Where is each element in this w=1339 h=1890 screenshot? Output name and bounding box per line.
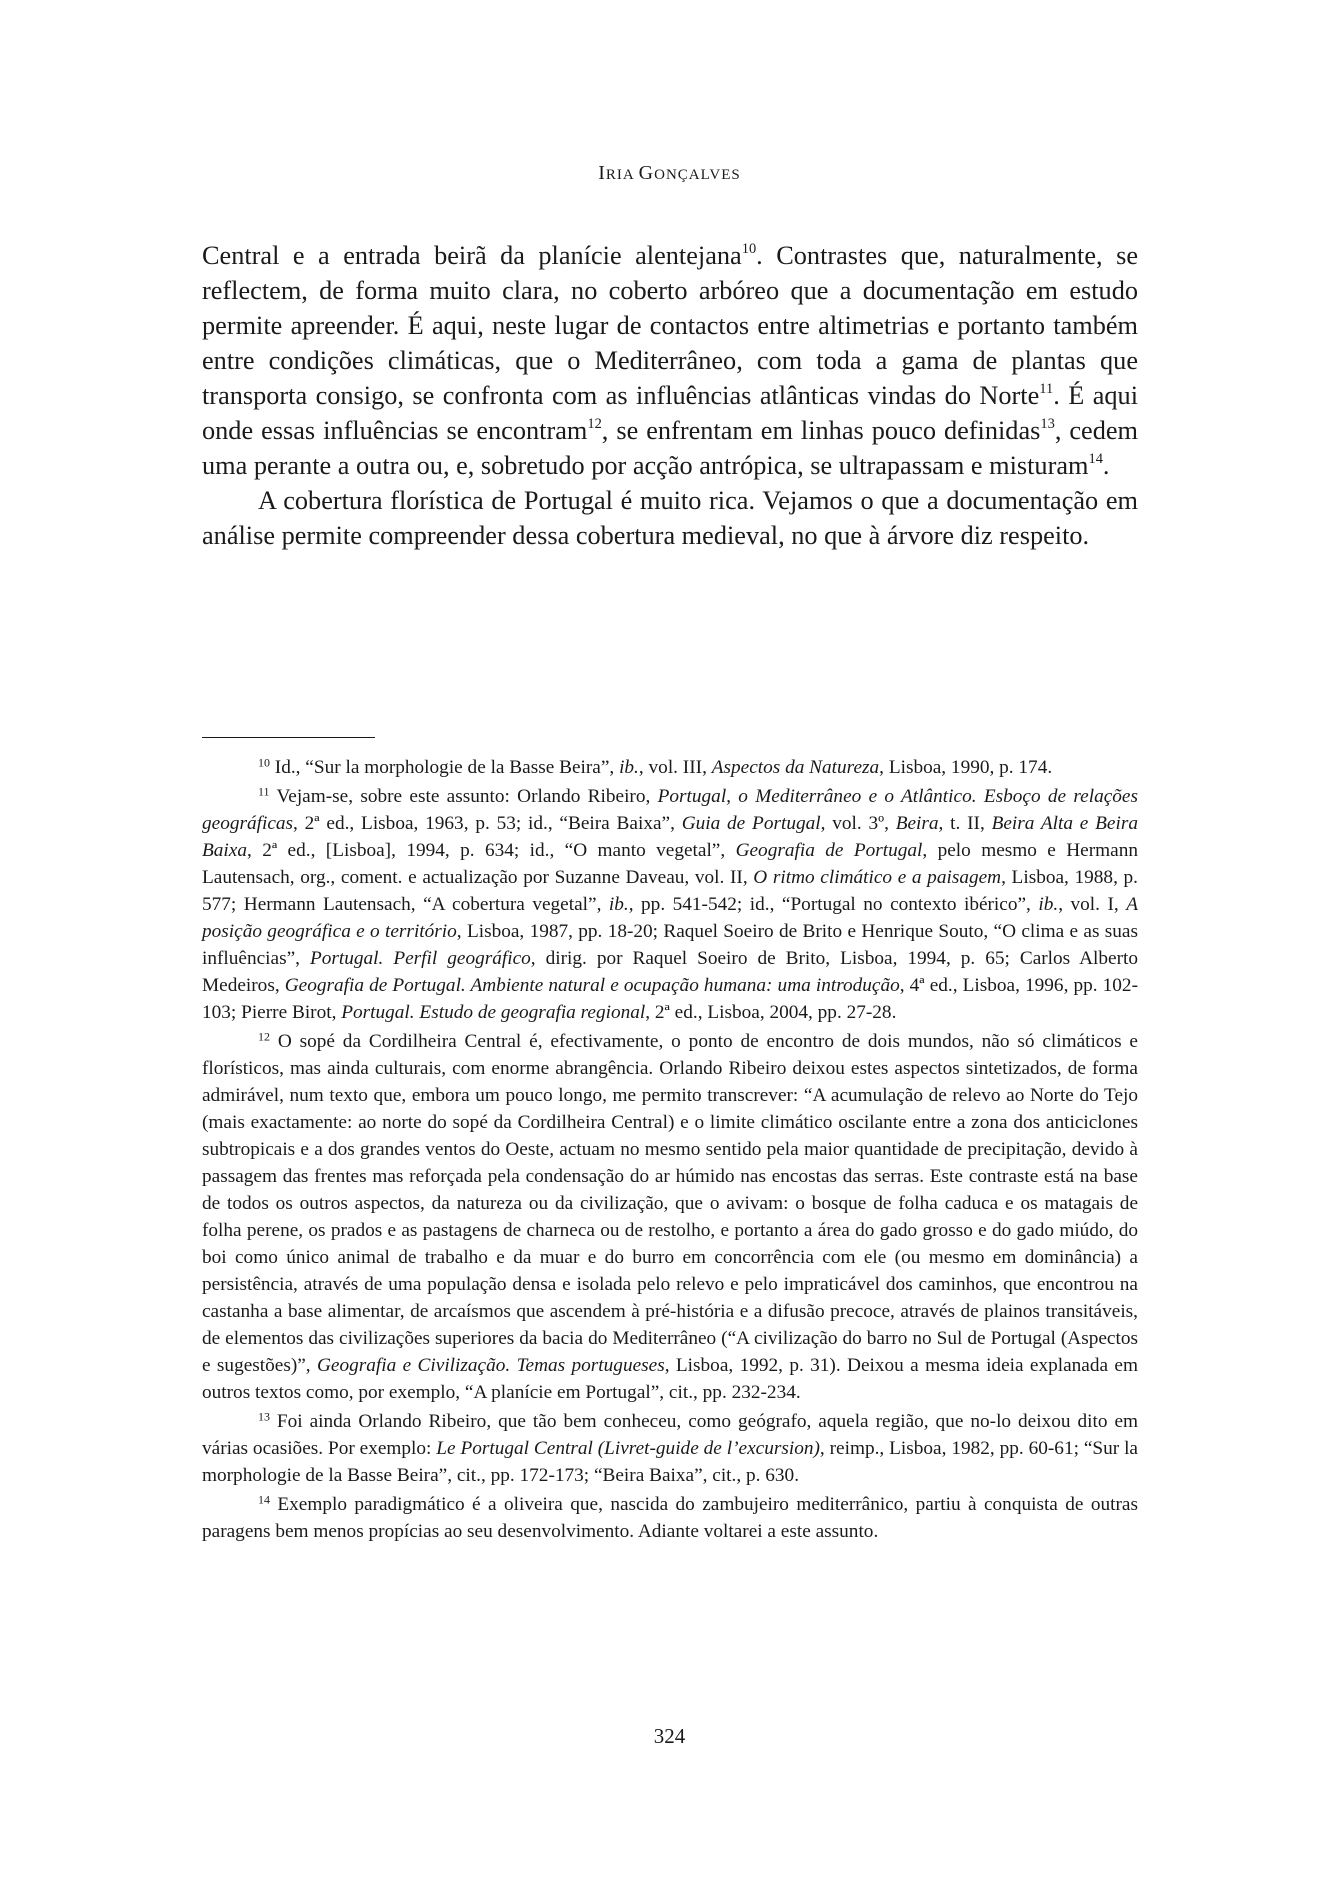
footnote-ref-11[interactable]: 11 <box>1039 381 1054 398</box>
footnote-ref-14[interactable]: 14 <box>1088 451 1103 468</box>
body-text <box>202 238 1138 553</box>
footnote-12: $^{12}$ O sopé da Cordilheira Central é, efectivamente, o ponto de encontro de dois mundos, não só climáticos e florísticos, mas ainda culturais, com enorme abrangência. Orlando Ribeiro deixou estes aspectos sintetizados, de forma admirável, num texto que, embora um pouco longo, me permito transcrever: “A acumulação de relevo ao Norte do Tejo (mais exactamente: ao norte do sopé da Cordilheira Central) e o limite climático oscilante entre a zona dos anticiclones subtropicais e a dos grandes ventos do Oeste, actuam no mesmo sentido pela maior quantidade de precipitação, devido à passagem das frentes mas reforçada pela condensação do ar húmido nas encostas das serras. Este contraste está na base de todos os outros aspectos, da natureza ou da civilização, que o avivam: o bosque de folha caduca e os matagais de folha perene, os prados e as pastagens de charneca ou de restolho, e portanto a área do gado grosso e do gado miúdo, do boi como único animal de trabalho e da muar e do burro em concorrência com ele (ou mesmo em dominância) a persistência, através de uma população densa e isolada pelo relevo e pelo impraticável dos caminhos, que encontrou na castanha a base alimentar, de arcaísmos que ascendem à pré-história e a difusão precoce, através de plainos transitáveis, de elementos das civilizações superiores da bacia do Mediterrâneo (“A civilização do barro no Sul de Portugal (Aspectos e sugestões)”, Geografia e Civilização. Temas portugueses, Lisboa, 1992, p. 31). Deixou a mesma ideia explanada em outros textos como, por exemplo, “A planície em Portugal”, cit., pp. 232-234. <box>202 1029 1138 1403</box>
footnote-10: $^{10}$ Id., “Sur la morphologie de la Basse Beira”, ib., vol. III, Aspectos da Natureza, Lisboa, 1990, p. 174. <box>258 755 1053 778</box>
footnotes <box>202 754 1138 1547</box>
footnote-13: $^{13}$ Foi ainda Orlando Ribeiro, que tão bem conheceu, como geógrafo, aquela região, que no-lo deixou dito em várias ocasiões. Por exemplo: Le Portugal Central (Livret-guide de l’excursion), reimp., Lisboa, 1982, pp. 60-61; “Sur la morphologie de la Basse Beira”, cit., pp. 172-173; “Beira Baixa”, cit., p. 630. <box>202 1409 1138 1486</box>
footnote-separator <box>202 737 375 738</box>
page-number: 324 <box>653 1724 686 1748</box>
footnote-14: $^{14}$ Exemplo paradigmático é a oliveira que, nascida do zambujeiro mediterrânico, partiu à conquista de outras paragens bem menos propícias ao seu desenvolvimento. Adiante voltarei a este assunto. <box>202 1492 1138 1542</box>
running-head: IRIA GONÇALVES <box>598 162 741 184</box>
footnote-ref-10[interactable]: 10 <box>741 241 757 258</box>
footnote-ref-12[interactable]: 12 <box>587 416 602 433</box>
body-paragraph-2: A cobertura florística de Portugal é muito rica. Vejamos o que a documentação em análise permite compreender dessa cobertura medieval, no que à árvore diz respeito. <box>202 486 1138 550</box>
footnote-ref-13[interactable]: 13 <box>1040 416 1055 433</box>
body-paragraph-1: Central e a entrada beirã da planície alentejana$^{10}$. Contrastes que, naturalmente, se reflectem, de forma muito clara, no coberto arbóreo que a documentação em estudo permite apreender. É aqui, neste lugar de contactos entre altimetrias e portanto também entre condições climáticas, que o Mediterrâneo, com toda a gama de plantas que transporta consigo, se confronta com as influências atlânticas vindas do Norte$^{11}$. É aqui onde essas influências se encontram$^{12}$, se enfrentam em linhas pouco definidas$^{13}$, cedem uma perante a outra ou, e, sobretudo por acção antrópica, se ultrapassam e misturam$^{14}$. <box>202 241 1138 480</box>
footnote-11: $^{11}$ Vejam-se, sobre este assunto: Orlando Ribeiro, Portugal, o Mediterrâneo e o Atlântico. Esboço de relações geográficas, 2ª ed., Lisboa, 1963, p. 53; id., “Beira Baixa”, Guia de Portugal, vol. 3º, Beira, t. II, Beira Alta e Beira Baixa, 2ª ed., [Lisboa], 1994, p. 634; id., “O manto vegetal”, Geografia de Portugal, pelo mesmo e Hermann Lautensach, org., coment. e actualização por Suzanne Daveau, vol. II, O ritmo climático e a paisagem, Lisboa, 1988, p. 577; Hermann Lautensach, “A cobertura vegetal”, ib., pp. 541-542; id., “Portugal no contexto ibérico”, ib., vol. I, A posição geográfica e o território, Lisboa, 1987, pp. 18-20; Raquel Soeiro de Brito e Henrique Souto, “O clima e as suas influências”, Portugal. Perfil geográfico, dirig. por Raquel Soeiro de Brito, Lisboa, 1994, p. 65; Carlos Alberto Medeiros, Geografia de Portugal. Ambiente natural e ocupação humana: uma introdução, 4ª ed., Lisboa, 1996, pp. 102-103; Pierre Birot, Portugal. Estudo de geografia regional, 2ª ed., Lisboa, 2004, pp. 27-28. <box>202 784 1139 1023</box>
